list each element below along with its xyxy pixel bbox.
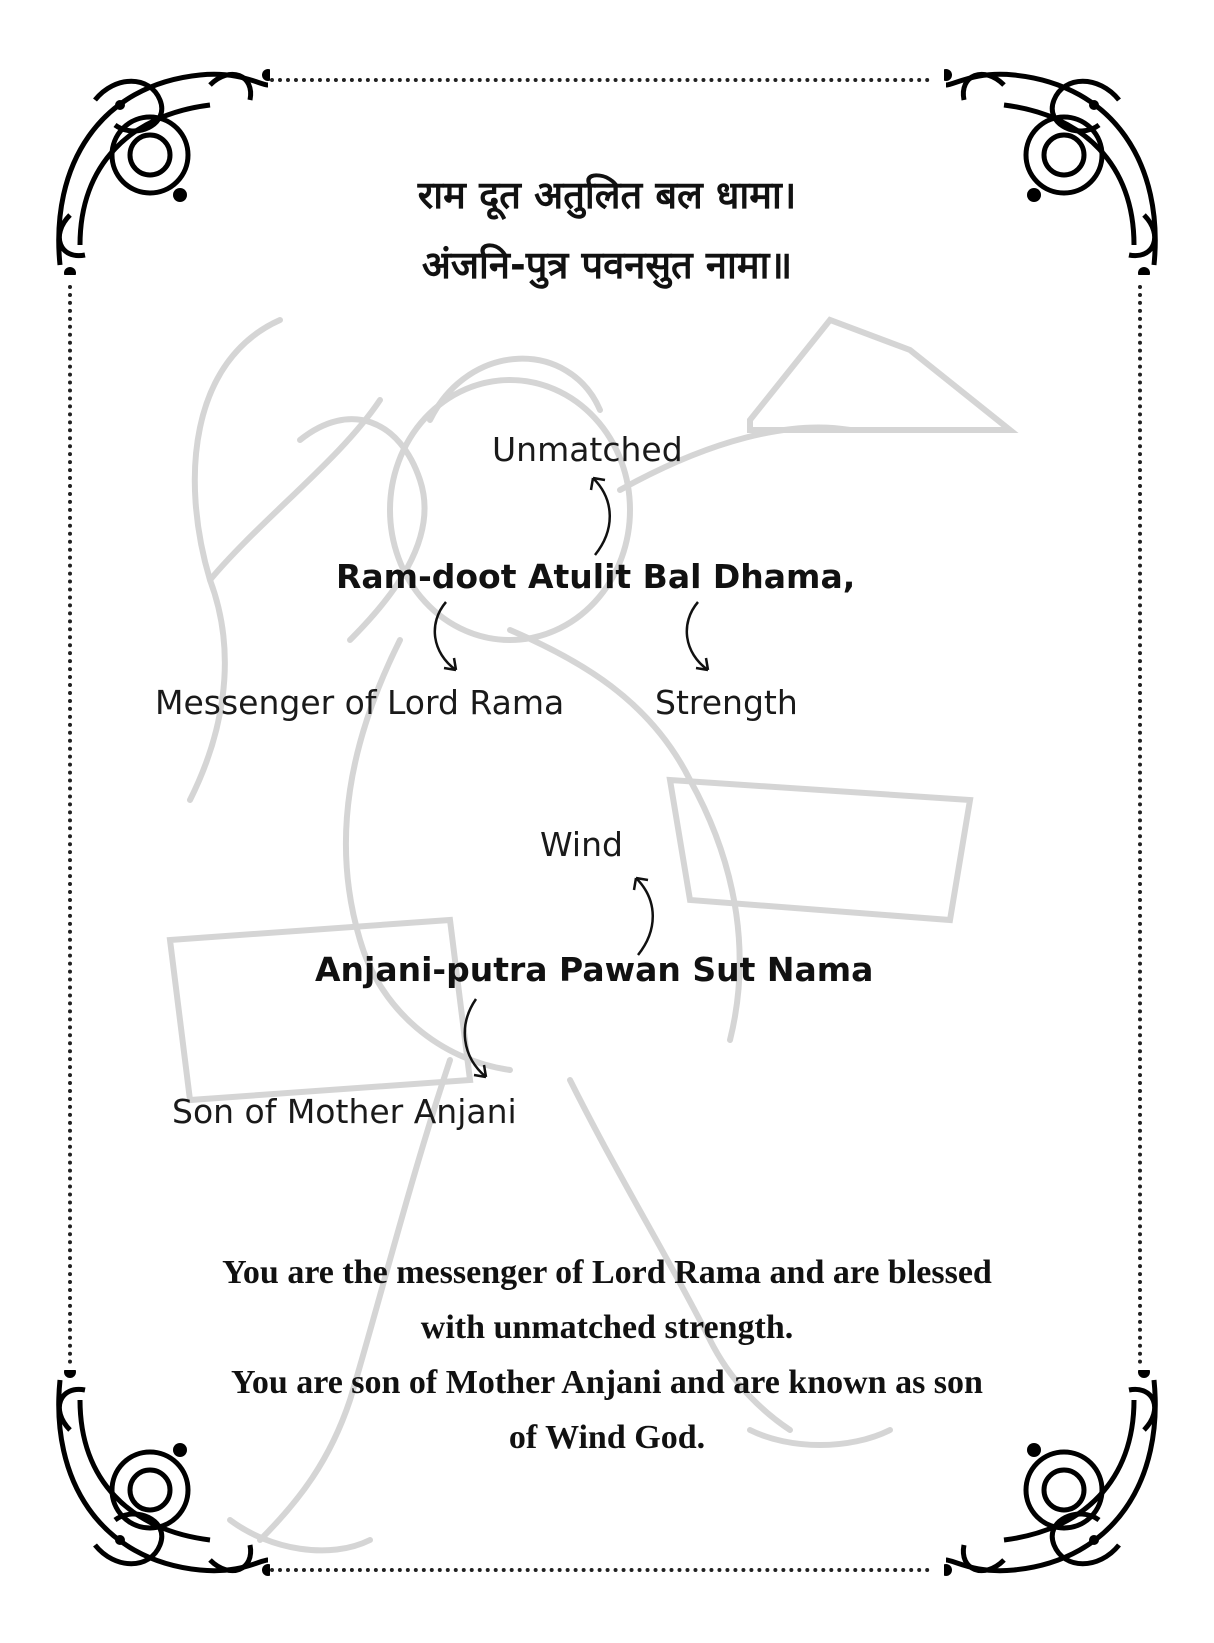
- meaning-line-4: of Wind God.: [508, 1419, 706, 1456]
- curved-arrow-icon: [628, 870, 668, 960]
- hindi-verse-line-1: राम दूत अतुलित बल धामा।: [417, 173, 797, 217]
- gloss-wind: Wind: [540, 825, 623, 864]
- gloss-messenger: Messenger of Lord Rama: [155, 683, 565, 722]
- curved-arrow-icon: [585, 470, 625, 560]
- curved-arrow-icon: [428, 598, 468, 678]
- hindi-verse-line-2: अंजनि-पुत्र पवनसुत नामा॥: [421, 243, 793, 287]
- gloss-son: Son of Mother Anjani: [172, 1092, 517, 1131]
- gloss-strength: Strength: [655, 683, 798, 722]
- curved-arrow-icon: [680, 598, 720, 678]
- meaning-line-2: with unmatched strength.: [420, 1309, 794, 1346]
- meaning-line-3: You are son of Mother Anjani and are known as son: [231, 1364, 983, 1401]
- frame-top-border: [270, 78, 930, 82]
- curved-arrow-icon: [458, 995, 498, 1085]
- gloss-unmatched: Unmatched: [492, 430, 683, 469]
- meaning-line-1: You are the messenger of Lord Rama and are blessed: [222, 1254, 992, 1291]
- transliteration-line-1: Ram-doot Atulit Bal Dhama,: [336, 557, 856, 596]
- transliteration-line-2: Anjani-putra Pawan Sut Nama: [315, 950, 874, 989]
- frame-left-border: [68, 285, 72, 1365]
- frame-right-border: [1138, 285, 1142, 1365]
